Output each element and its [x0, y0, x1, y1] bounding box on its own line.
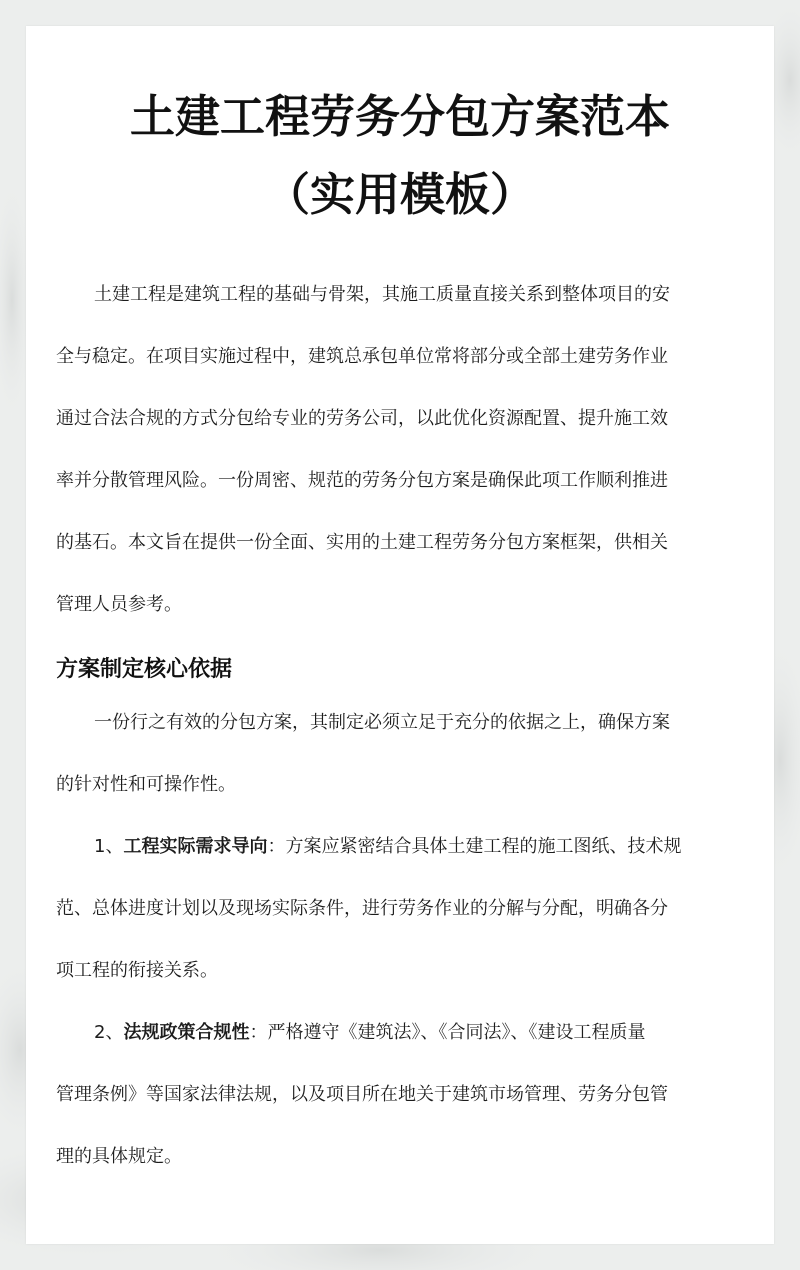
item-2-line: 管理条例》等国家法律法规，以及项目所在地关于建筑市场管理、劳务分包管	[56, 1084, 668, 1105]
item-1-keyword: 工程实际需求导向	[123, 836, 268, 857]
item-2-first-line-rest: ：严格遵守《建筑法》、《合同法》、《建设工程质量	[249, 1022, 646, 1043]
item-1-first-line	[56, 816, 746, 878]
document-title-line2: （实用模板）	[264, 168, 535, 221]
item-2-keyword: 法规政策合规性	[123, 1022, 250, 1043]
section-heading: 方案制定核心依据	[56, 657, 233, 682]
item-2-first-line	[56, 1002, 746, 1064]
item-1-number: 1、	[94, 836, 124, 857]
intro-line: 土建工程是建筑工程的基础与骨架，其施工质量直接关系到整体项目的安	[94, 284, 670, 305]
item-1-line: 项工程的衔接关系。	[56, 960, 218, 981]
section-intro-line: 的针对性和可操作性。	[56, 774, 236, 795]
intro-line: 通过合法合规的方式分包给专业的劳务公司，以此优化资源配置、提升施工效	[56, 408, 668, 429]
intro-line: 率并分散管理风险。一份周密、规范的劳务分包方案是确保此项工作顺利推进	[56, 470, 668, 491]
item-2-line: 理的具体规定。	[56, 1146, 182, 1167]
item-1-first-line-rest: ：方案应紧密结合具体土建工程的施工图纸、技术规	[267, 836, 682, 857]
intro-paragraph	[56, 264, 746, 636]
section-intro-line: 一份行之有效的分包方案，其制定必须立足于充分的依据之上，确保方案	[94, 712, 670, 733]
document-page	[26, 26, 774, 1244]
intro-line: 全与稳定。在项目实施过程中，建筑总承包单位常将部分或全部土建劳务作业	[56, 346, 668, 367]
section-intro-paragraph	[56, 692, 746, 816]
intro-line: 管理人员参考。	[56, 594, 182, 615]
item-2-number: 2、	[94, 1022, 124, 1043]
item-1-line: 范、总体进度计划以及现场实际条件，进行劳务作业的分解与分配，明确各分	[56, 898, 668, 919]
intro-line: 的基石。本文旨在提供一份全面、实用的土建工程劳务分包方案框架，供相关	[56, 532, 668, 553]
item-1-paragraph	[56, 816, 746, 1002]
document-title-line1: 土建工程劳务分包方案范本	[129, 90, 670, 143]
item-2-paragraph	[56, 1002, 746, 1188]
